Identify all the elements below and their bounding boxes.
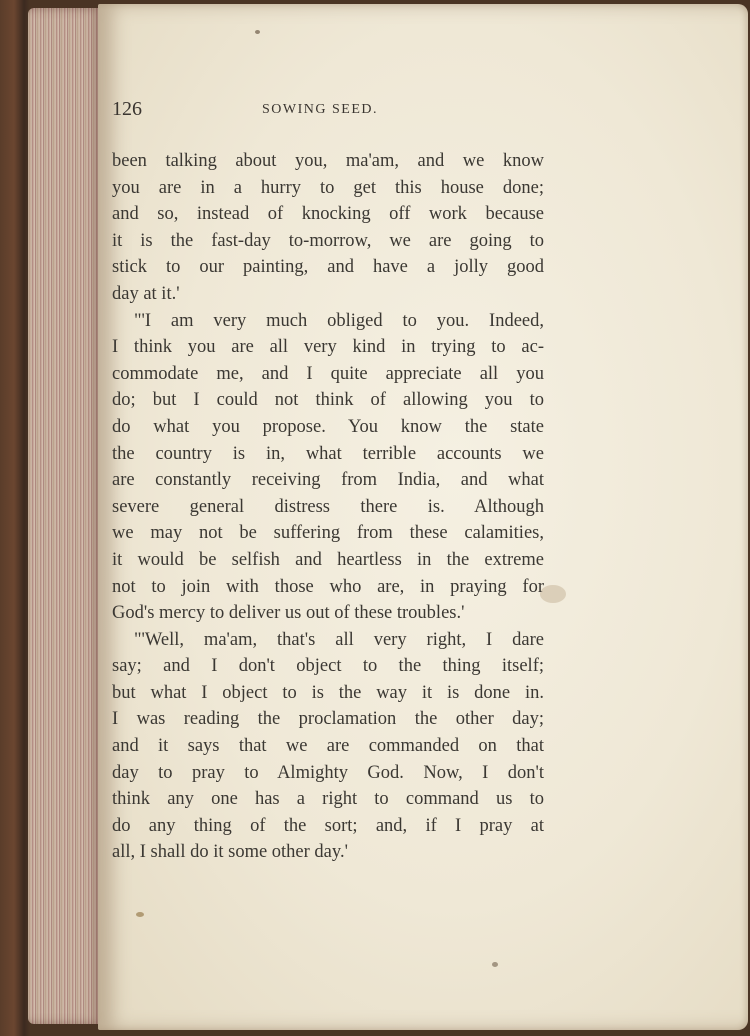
text-line: severe general distress there is. Although [112,496,544,517]
text-line: the country is in, what terrible accounts we [112,443,544,464]
paper-spot [136,912,144,917]
text-line: "'Well, ma'am, that's all very right, I dare [134,629,544,650]
text-line: stick to our painting, and have a jolly good [112,257,544,278]
text-line: God's mercy to deliver us out of these troubles.' [112,603,465,624]
text-line: I think you are all very kind in trying to ac- [112,337,544,358]
paper-spot [255,30,260,34]
text-line: are constantly receiving from India, and what [112,470,544,491]
text-line: not to join with those who are, in praying for [112,576,544,597]
text-line: do; but I could not think of allowing you to [112,390,544,411]
text-line: we may not be suffering from these calamities, [112,523,544,544]
text-line: it would be selfish and heartless in the extreme [112,549,544,570]
text-line: do what you propose. You know the state [112,416,544,437]
text-line: I was reading the proclamation the other day; [112,709,544,730]
text-line: been talking about you, ma'am, and we know [112,151,544,171]
text-line: say; and I don't object to the thing itself; [112,656,544,677]
text-line: commodate me, and I quite appreciate all you [112,363,544,384]
body-text [112,148,544,866]
text-line: all, I shall do it some other day.' [112,842,348,863]
text-line: day at it.' [112,283,180,304]
text-line: think any one has a right to command us to [112,789,544,810]
text-line: it is the fast-day to-morrow, we are going to [112,230,544,251]
paper-spot [492,962,498,967]
text-line: do any thing of the sort; and, if I pray at [112,815,544,836]
text-line: and it says that we are commanded on that [112,736,544,757]
text-line: but what I object to is the way it is done in. [112,682,544,703]
text-line: you are in a hurry to get this house done; [112,177,544,198]
running-title: SOWING SEED. [262,102,378,117]
text-line: day to pray to Almighty God. Now, I don't [112,762,544,783]
text-line: and so, instead of knocking off work because [112,204,544,225]
text-line: "'I am very much obliged to you. Indeed, [134,310,544,331]
page-number: 126 [112,98,142,120]
page-edges [28,8,102,1024]
